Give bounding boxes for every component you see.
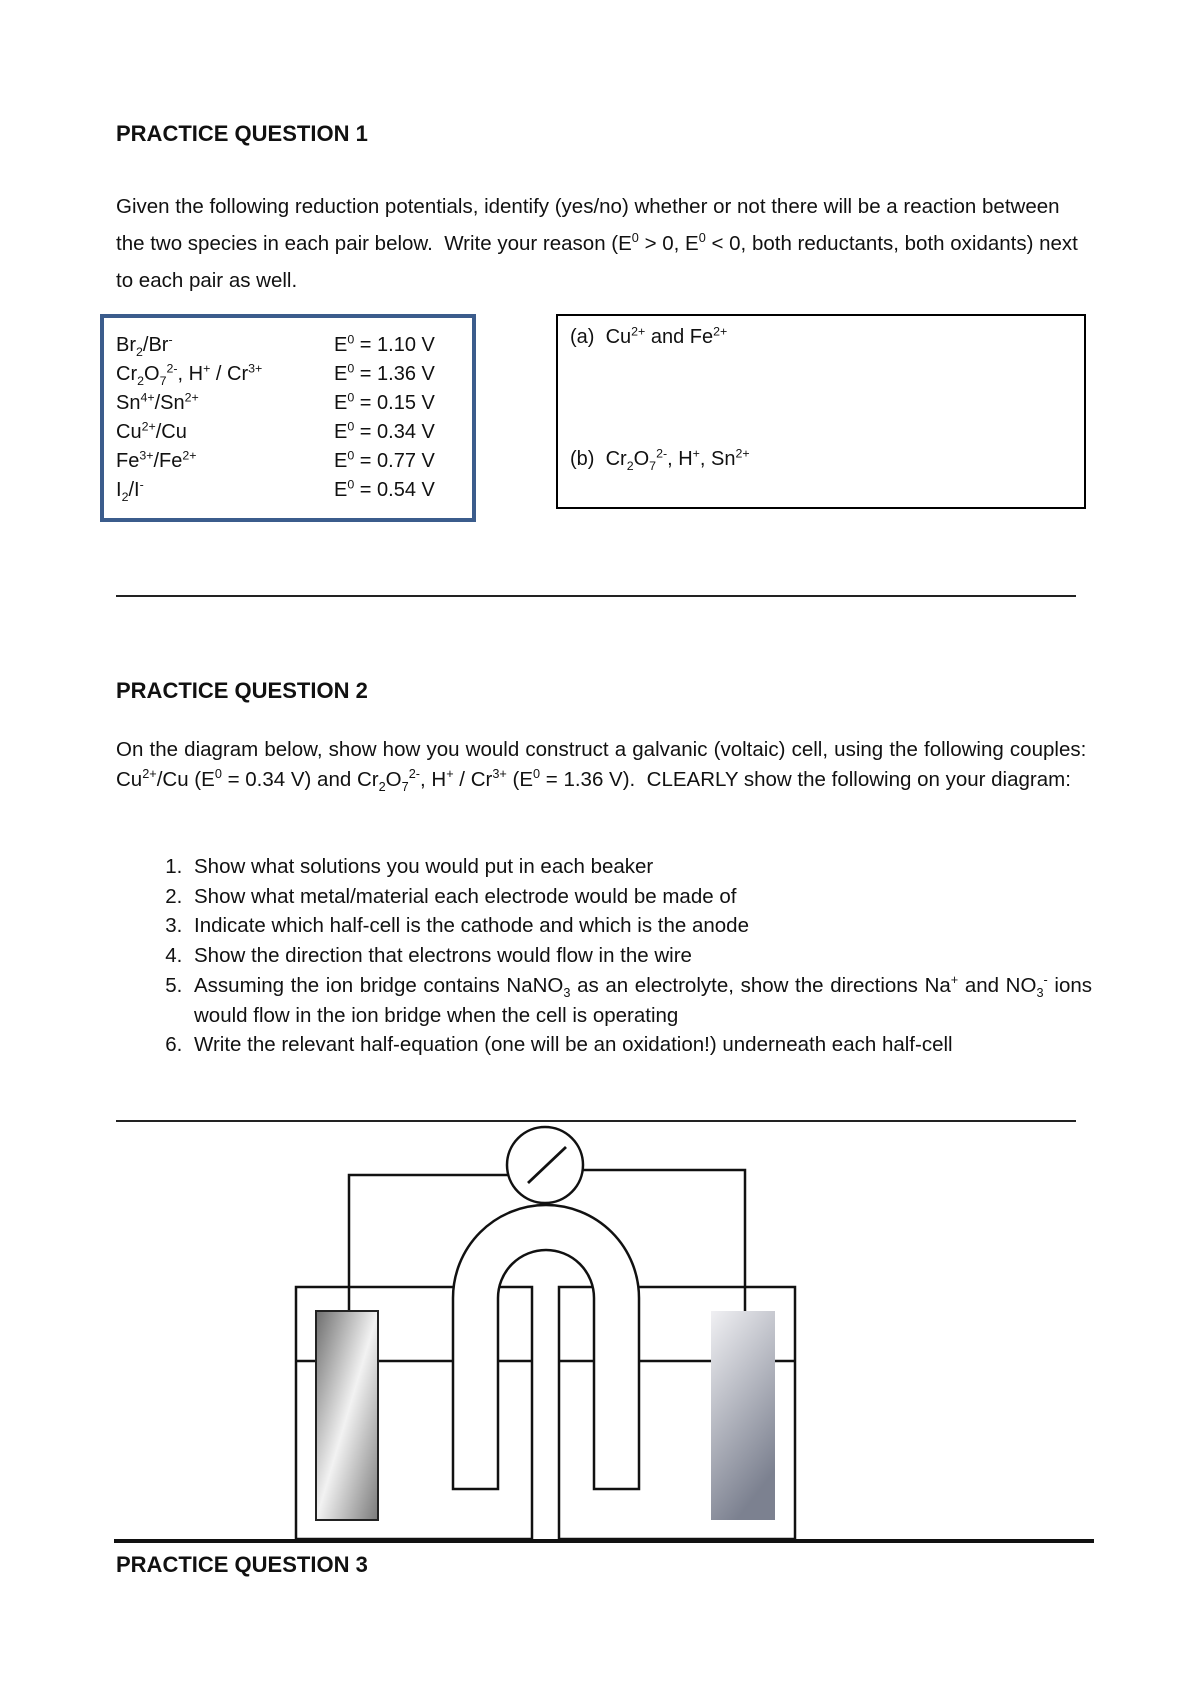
potential-couple: $Cr_2O_7^{2-}$, $H^+ / Cr^{3+}$ (116, 361, 263, 388)
step-item: 5. Assuming the ion bridge contains NaNO$_3$ as an electrolyte, show the directions Na+ and $NO_3^-$ ions would flow in the ion bridge when the cell is operating (188, 971, 1092, 1030)
salt-bridge (453, 1205, 639, 1489)
step-item: 6. Write the relevant half-equation (one will be an oxidation!) underneath each half-cell (188, 1030, 1092, 1060)
electrode-right (711, 1311, 775, 1520)
q1-instructions: Given the following reduction potentials, identify (yes/no) whether or not there will be a reaction between the two species in each pair below. Write your reason ($E^0 > 0$, $E^0 < 0$, both reductants, both oxidants) next to each pair as well. (116, 195, 1078, 292)
pair-species: $Cr_2O_7^{2-}$, H+, $Sn^{2+}$ (605, 446, 750, 473)
step-item: 3. Indicate which half-cell is the cathode and which is the anode (188, 911, 1092, 941)
step-item: 4. Show the direction that electrons would flow in the wire (188, 941, 1092, 971)
step-item: 2. Show what metal/material each electrode would be made of (188, 882, 1092, 912)
q2-instructions: On the diagram below, show how you would construct a galvanic (voltaic) cell, using the following couples: $Cu^{2+}/Cu$ ($E^0 = 0.34$ V) and $Cr_2O_7^{2-}$, $H^+ / Cr^{3+}$ ($E^0 = 1.36$ V). CLEARLY show the following on your diagram: (116, 738, 1092, 794)
potential-couple: $Br_2/Br^-$ (116, 332, 173, 359)
potential-couple: $Fe^{3+}/Fe^{2+}$ (116, 448, 197, 472)
potential-value: $E^0 = 0.77$ V (334, 448, 435, 472)
potential-couple: $I_2/I^-$ (116, 477, 144, 504)
pair-species: $Cu^{2+}$ and $Fe^{2+}$ (605, 324, 728, 348)
q1-heading: PRACTICE QUESTION 1 (116, 121, 368, 146)
pair-label: (b) (570, 448, 595, 470)
electrode-left (316, 1311, 378, 1520)
potential-value: $E^0 = 0.54$ V (334, 477, 435, 501)
q2-heading: PRACTICE QUESTION 2 (116, 678, 368, 703)
potential-value: $E^0 = 1.36$ V (334, 361, 435, 385)
potential-couple: $Cu^{2+}/Cu$ (116, 419, 187, 443)
potential-value: $E^0 = 0.34$ V (334, 419, 435, 443)
potential-couple: $Sn^{4+}/Sn^{2+}$ (116, 390, 199, 414)
potential-value: $E^0 = 0.15$ V (334, 390, 435, 414)
step-item: 1. Show what solutions you would put in each beaker (188, 852, 1092, 882)
q3-heading: PRACTICE QUESTION 3 (116, 1552, 368, 1577)
section-divider-bottom (114, 1539, 1094, 1543)
pair-label: (a) (570, 326, 595, 348)
potential-value: $E^0 = 1.10$ V (334, 332, 435, 356)
